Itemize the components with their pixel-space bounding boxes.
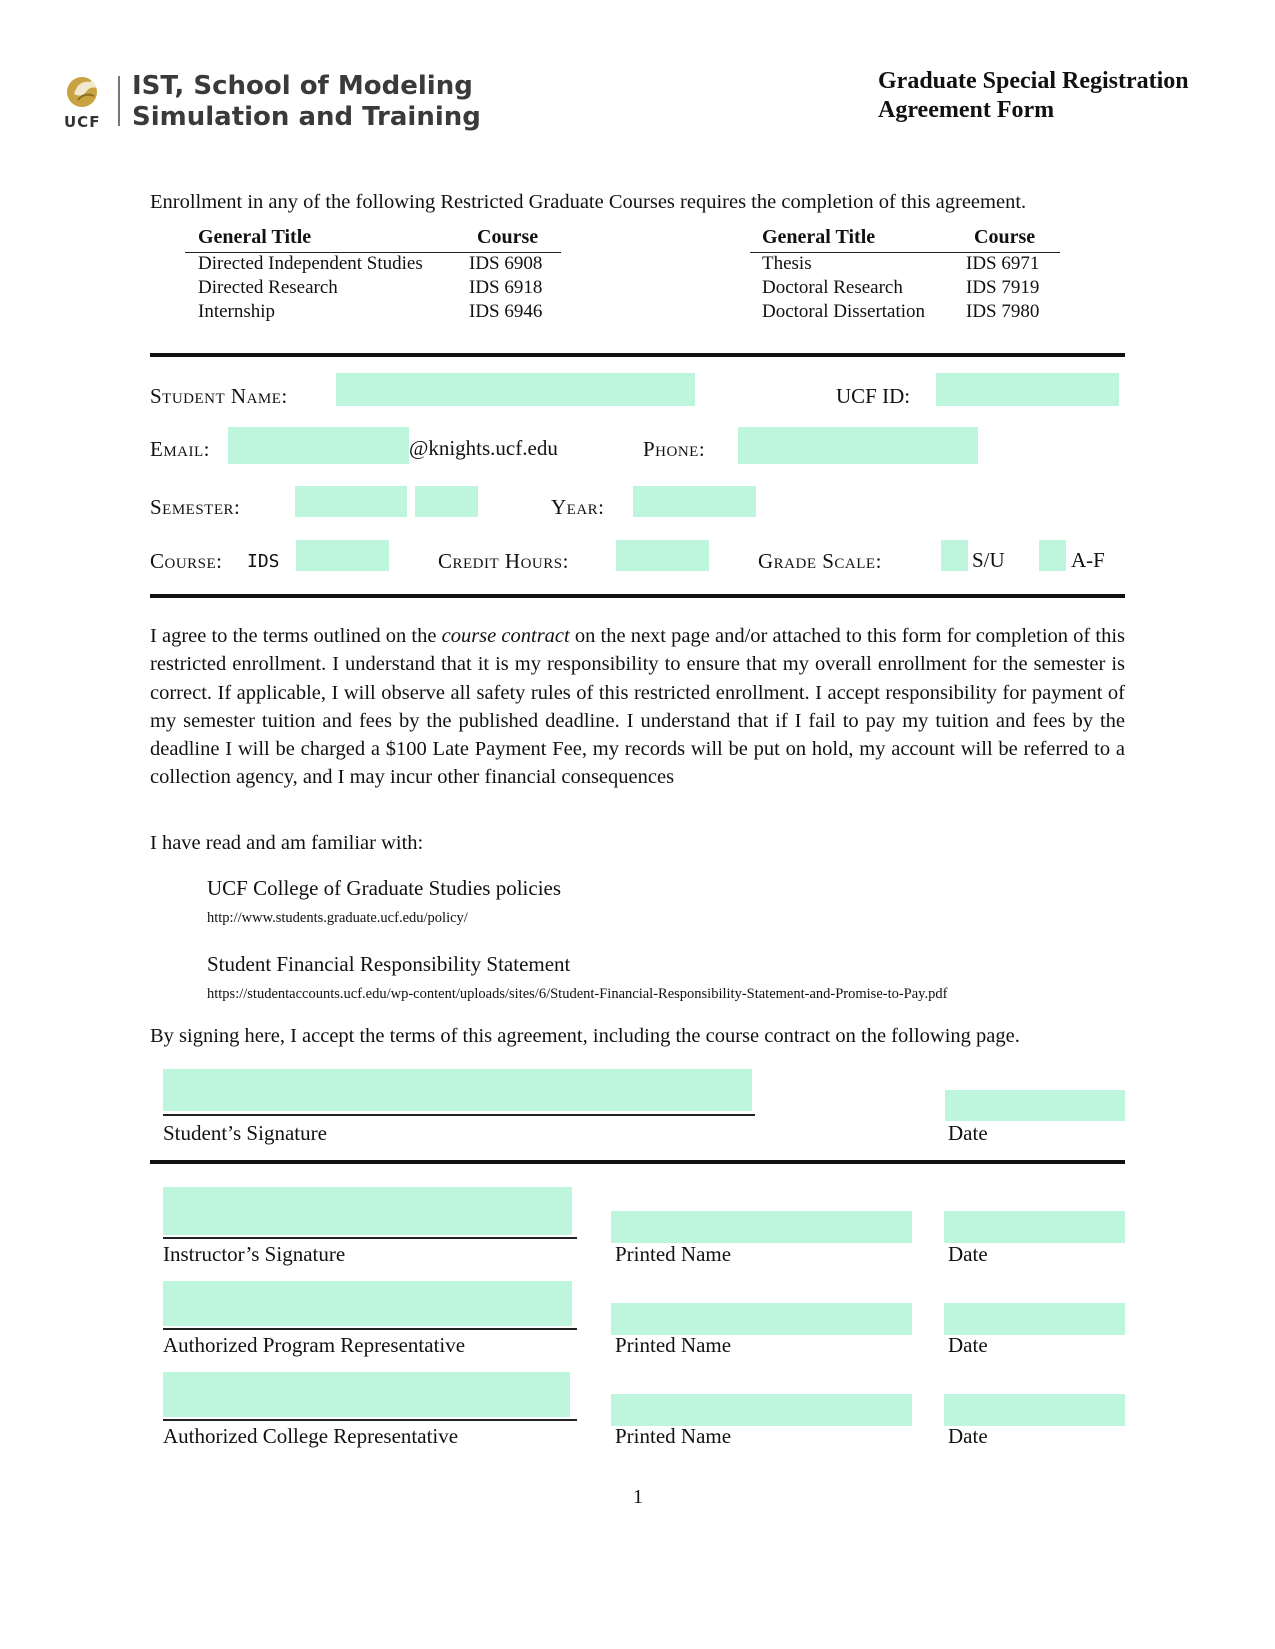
student-date-field[interactable] [945, 1090, 1125, 1121]
student-date-label: Date [948, 1121, 988, 1145]
program-rep-signature-field[interactable] [163, 1281, 572, 1326]
college-rep-printed-name-label: Printed Name [615, 1424, 732, 1448]
student-signature-line [163, 1114, 755, 1116]
course-label: Course: [150, 549, 223, 573]
agreement-paragraph: I agree to the terms outlined on the course contract on the next page and/or attached to this form for completion of this restricted enrollment. I understand that it is my responsibility to ensure that my overall enrollment for the semester is correct. If applicable, I will observe all safety rules of this restricted enrollment. I accept responsibility for payment of my semester tuition and fees by the published deadline. I understand that if I fail to pay my tuition and fees by the deadline I will be charged a $100 Late Payment Fee, my records will be put on hold, my account will be referred to a collection agency, and I may incur other financial consequences [150, 625, 1126, 789]
program-rep-printed-name-label: Printed Name [615, 1333, 732, 1357]
table-row: Internship [198, 301, 276, 322]
instructor-printed-name-field[interactable] [611, 1211, 912, 1243]
table-header-title: General Title [762, 226, 876, 248]
student-signature-field[interactable] [163, 1069, 752, 1111]
program-rep-date-label: Date [948, 1333, 988, 1357]
form-title [878, 67, 1189, 125]
college-rep-signature-field[interactable] [163, 1372, 570, 1417]
course-prefix: IDS [247, 551, 280, 572]
table-row: Directed Research [198, 277, 338, 298]
school-name-line1: IST, School of Modeling [132, 71, 473, 101]
student-name-field[interactable] [336, 373, 695, 406]
email-label: Email: [150, 437, 210, 461]
student-name-label: Student Name: [150, 384, 288, 408]
grade-su-checkbox[interactable] [941, 540, 968, 571]
grade-af-label: A-F [1071, 548, 1105, 572]
phone-field[interactable] [738, 427, 978, 464]
table-row-course: IDS 6971 [966, 253, 1040, 274]
table-row: Directed Independent Studies [198, 253, 423, 274]
program-rep-signature-line [163, 1328, 577, 1330]
table-row-course: IDS 7980 [966, 301, 1040, 322]
section-divider-middle [150, 594, 1125, 598]
table-header-course: Course [974, 226, 1036, 248]
college-rep-printed-name-field[interactable] [611, 1394, 912, 1426]
intro-text: Enrollment in any of the following Restricted Graduate Courses requires the completion of this agreement. [150, 191, 1027, 213]
section-divider-top [150, 353, 1125, 357]
pegasus-icon [64, 70, 104, 110]
student-signature-label: Student’s Signature [163, 1121, 327, 1145]
form-title-line2: Agreement Form [878, 97, 1055, 123]
policy-link[interactable]: https://studentaccounts.ucf.edu/wp-content/uploads/sites/6/Student-Financial-Responsibility-Statement-and-Promise-to-Pay.pdf [207, 986, 948, 1002]
table-row-course: IDS 6918 [469, 277, 543, 298]
table-row: Doctoral Dissertation [762, 301, 926, 322]
course-number-field[interactable] [296, 540, 389, 571]
policy-name: Student Financial Responsibility Statement [207, 952, 571, 976]
semester-field[interactable] [295, 486, 407, 517]
table-row-course: IDS 6946 [469, 301, 543, 322]
instructor-date-label: Date [948, 1242, 988, 1266]
semester-label: Semester: [150, 495, 241, 519]
instructor-date-field[interactable] [944, 1211, 1125, 1243]
instructor-signature-line [163, 1237, 577, 1239]
college-rep-date-label: Date [948, 1424, 988, 1448]
section-divider-bottom [150, 1160, 1125, 1164]
credit-hours-label: Credit Hours: [438, 549, 569, 573]
grade-af-checkbox[interactable] [1039, 540, 1066, 571]
ucf-logo [64, 70, 104, 131]
table-row-course: IDS 7919 [966, 277, 1040, 298]
instructor-printed-name-label: Printed Name [615, 1242, 732, 1266]
table-row: Thesis [762, 253, 812, 274]
college-rep-date-field[interactable] [944, 1394, 1125, 1426]
grade-scale-label: Grade Scale: [758, 549, 882, 573]
email-domain: @knights.ucf.edu [409, 436, 558, 460]
policy-name: UCF College of Graduate Studies policies [207, 876, 562, 900]
school-name-line2: Simulation and Training [132, 102, 481, 132]
college-rep-signature-line [163, 1419, 577, 1421]
college-rep-signature-label: Authorized College Representative [163, 1424, 459, 1448]
table-row: Doctoral Research [762, 277, 903, 298]
table-header-course: Course [477, 226, 539, 248]
instructor-signature-label: Instructor’s Signature [163, 1242, 346, 1266]
instructor-signature-field[interactable] [163, 1187, 572, 1235]
table-header-title: General Title [198, 226, 312, 248]
grade-su-label: S/U [972, 548, 1005, 572]
ucf-wordmark: UCF [64, 113, 101, 131]
email-field[interactable] [228, 427, 409, 464]
ucf-id-label: UCF ID: [836, 384, 911, 408]
course-contract-emphasis: course contract [441, 625, 570, 647]
semester-field-secondary[interactable] [415, 486, 478, 517]
year-label: Year: [551, 495, 605, 519]
familiar-heading: I have read and am familiar with: [150, 832, 424, 854]
table-row-course: IDS 6908 [469, 253, 543, 274]
form-title-line1: Graduate Special Registration [878, 68, 1189, 94]
logo-divider [118, 76, 120, 126]
program-rep-printed-name-field[interactable] [611, 1303, 912, 1335]
ucf-id-field[interactable] [936, 373, 1119, 406]
program-rep-date-field[interactable] [944, 1303, 1125, 1335]
year-field[interactable] [633, 486, 756, 517]
phone-label: Phone: [643, 437, 706, 461]
program-rep-signature-label: Authorized Program Representative [163, 1333, 466, 1357]
policy-link[interactable]: http://www.students.graduate.ucf.edu/policy/ [207, 910, 468, 926]
credit-hours-field[interactable] [616, 540, 709, 571]
page-number: 1 [633, 1486, 643, 1508]
signing-statement: By signing here, I accept the terms of this agreement, including the course contract on the following page. [150, 1025, 1020, 1047]
